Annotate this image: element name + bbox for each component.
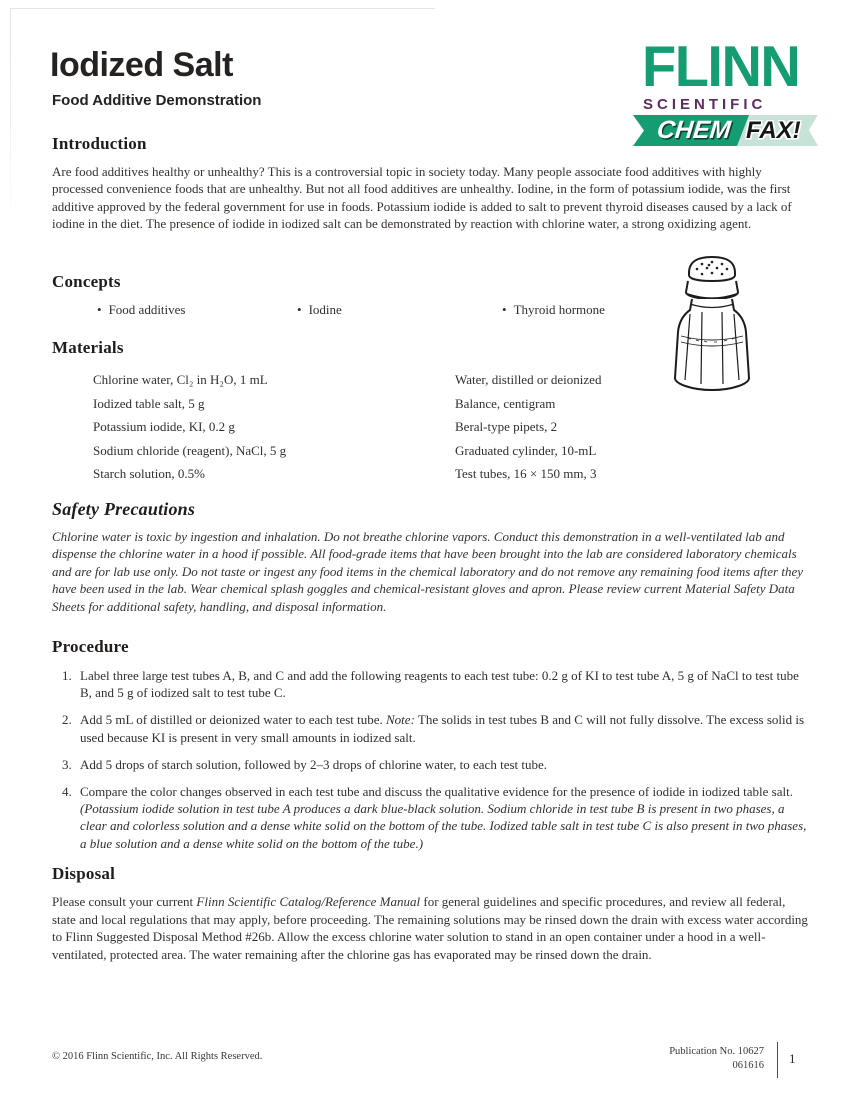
scan-edge-line	[10, 8, 11, 233]
material-item: Water, distilled or deionized	[455, 372, 602, 387]
concepts-heading: Concepts	[52, 272, 121, 291]
material-item: Graduated cylinder, 10-mL	[455, 442, 597, 458]
section-introduction	[52, 134, 808, 233]
procedure-heading: Procedure	[52, 637, 129, 656]
section-concepts	[52, 272, 752, 318]
concept-label: Iodine	[308, 302, 342, 317]
step-text: Compare the color changes observed in each test tube and discuss the qualitative evidence for the presence of iodide in iodized table salt. (Potassium iodide solution in test tube A produces a dark blue-black solution. Sodium chloride in test tube B is present in two phases, a clear and colorless solution and a dense white solid on the bottom of the tube. Iodized table salt in test tube C is also present in two phases, a blue solution and a dense white solid on the bottom of the tube.)	[80, 783, 807, 851]
disposal-heading: Disposal	[52, 864, 116, 883]
materials-heading: Materials	[52, 338, 124, 357]
scan-edge-line	[10, 8, 435, 9]
safety-body: Chlorine water is toxic by ingestion and inhalation. Do not breathe chlorine vapors. Conduct this demonstration in a well-ventilated lab and dispense the chlorine water in a hood if possible. All food-grade items that have been brought into the lab are considered laboratory chemicals and are for lab use only. Do not taste or ingest any food items in the chemical laboratory and do not remove any remaining food items after they have been used in the lab. Wear chemical splash goggles and chemical-resistant gloves and apron. Please review current Material Safety Data Sheets for additional safety, handling, and disposal information.	[52, 529, 804, 614]
step-number: 2.	[62, 712, 72, 728]
step-text: Add 5 mL of distilled or deionized water to each test tube. Note: The solids in test tubes B and C will not fully dissolve. The excess solid is used because KI is present in very small amounts in iodized salt.	[80, 712, 805, 745]
step-text: Label three large test tubes A, B, and C and add the following reagents to each test tube: 0.2 g of KI to test tube A, 5 g of NaCl to test tube B, and 5 g of iodized salt to test tube C.	[80, 668, 799, 701]
page-number: 1	[789, 1051, 796, 1066]
banner-fax-text: FAX!	[746, 117, 801, 144]
footer-copyright: © 2016 Flinn Scientific, Inc. All Rights Reserved.	[52, 1051, 263, 1062]
section-procedure	[52, 637, 810, 862]
material-item: Starch solution, 0.5%	[93, 466, 205, 482]
footer-publication-info	[669, 1045, 764, 1072]
concept-item	[97, 302, 297, 318]
logo-subbrand-text: SCIENTIFIC	[643, 96, 767, 113]
concept-item	[502, 302, 605, 318]
introduction-body: Are food additives healthy or unhealthy? This is a controversial topic in society today. Many people associate food additives with highly processed convenience foods that are unhealthy. But not all food additives are unhealthy. Iodine, in the form of potassium iodide, was the first additive approved by the federal government for use in foods. Potassium iodide is added to salt to prevent thyroid diseases caused by a lack of iodine in the diet. The presence of iodide in iodized salt can be demonstrated by reaction with chlorine water, a strong oxidizing agent.	[52, 164, 792, 232]
procedure-step	[52, 783, 810, 853]
flinn-scientific-logo	[642, 33, 822, 148]
publication-number: Publication No. 10627	[669, 1046, 764, 1057]
procedure-step	[52, 711, 810, 746]
procedure-steps	[52, 667, 810, 852]
material-item: Potassium iodide, KI, 0.2 g	[93, 419, 235, 435]
materials-row	[93, 415, 808, 439]
step-text: Add 5 drops of starch solution, followed by 2–3 drops of chlorine water, to each test tube.	[80, 756, 548, 772]
bullet-icon: •	[97, 302, 102, 317]
materials-row	[93, 392, 808, 416]
disposal-body: Please consult your current Flinn Scientific Catalog/Reference Manual for general guidelines and specific procedures, and review all federal, state and local regulations that may apply, before proceeding. The remaining solutions may be rinsed down the drain with excess water according to Flinn Suggested Disposal Method #26b. Allow the excess chlorine water solution to stand in an open container under a hood in a well-ventilated, protected area. The water remaining after the chlorine gas has evaporated may be rinsed down the drain.	[52, 894, 808, 962]
material-item: Balance, centigram	[455, 395, 556, 411]
logo-brand-text: FLINN	[642, 33, 800, 99]
section-disposal	[52, 864, 810, 963]
material-item: Iodized table salt, 5 g	[93, 395, 205, 411]
section-materials	[52, 338, 808, 486]
material-item: Chlorine water, Cl₂ in H₂O, 1 mL	[93, 372, 268, 387]
step-number: 3.	[62, 756, 72, 772]
materials-row	[93, 368, 808, 392]
material-item: Beral-type pipets, 2	[455, 419, 558, 435]
page-subtitle: Food Additive Demonstration	[52, 92, 262, 109]
footer-divider	[777, 1042, 778, 1078]
bullet-icon: •	[297, 302, 302, 317]
bullet-icon: •	[502, 302, 507, 317]
materials-row	[93, 439, 808, 463]
page-title: Iodized Salt	[50, 46, 233, 84]
materials-row	[93, 462, 808, 486]
materials-list	[93, 368, 808, 486]
section-safety-precautions	[52, 499, 812, 615]
concept-item	[297, 302, 502, 318]
introduction-heading: Introduction	[52, 134, 147, 153]
step-number: 1.	[62, 668, 72, 683]
material-item: Test tubes, 16 × 150 mm, 3	[455, 466, 597, 482]
concept-label: Thyroid hormone	[513, 302, 605, 317]
banner-chem-text: CHEM	[655, 116, 733, 144]
procedure-step	[52, 756, 810, 773]
step-number: 4.	[62, 783, 72, 799]
material-item: Sodium chloride (reagent), NaCl, 5 g	[93, 442, 287, 458]
concept-label: Food additives	[108, 302, 186, 317]
safety-heading: Safety Precautions	[52, 499, 196, 519]
procedure-step	[52, 667, 810, 702]
concepts-list	[52, 302, 752, 318]
publication-code: 061616	[732, 1059, 764, 1071]
